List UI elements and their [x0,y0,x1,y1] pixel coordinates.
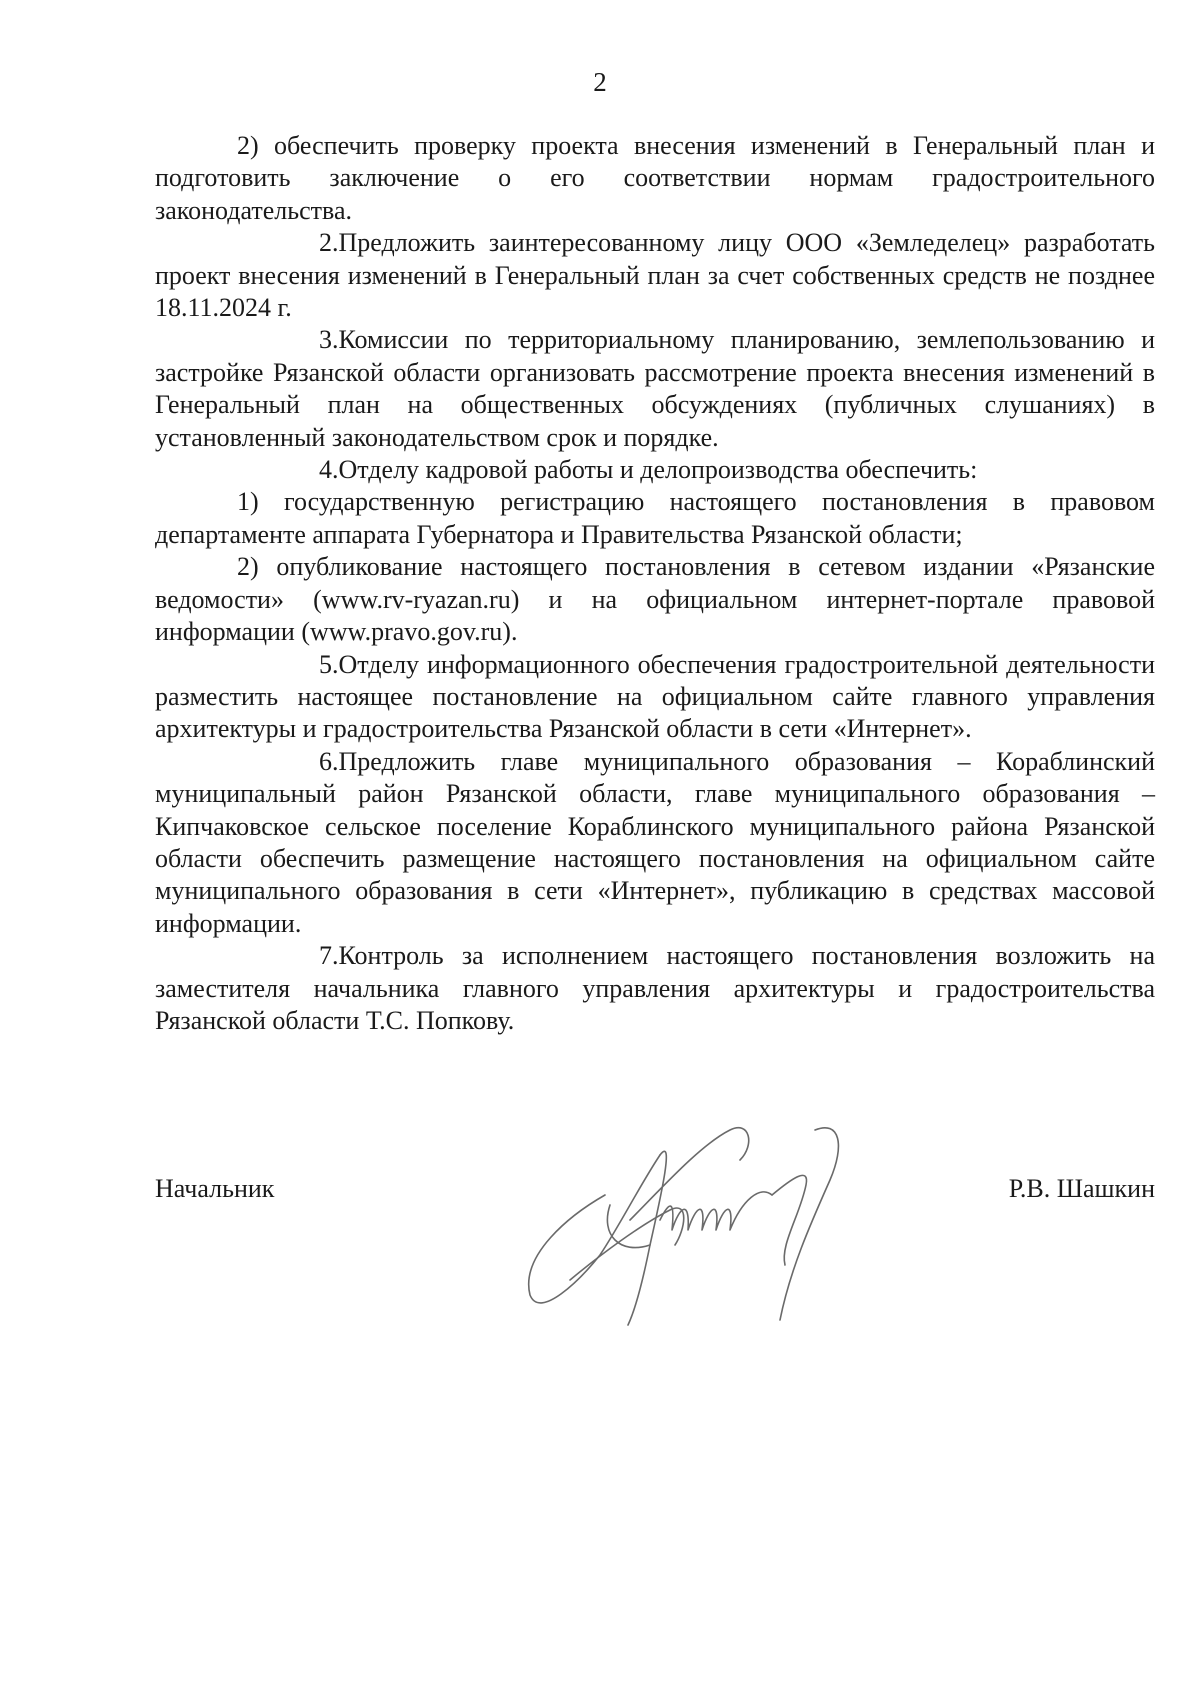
paragraph-5 [155,649,1155,746]
paragraph-text: 2) опубликование настоящего постановления в сетевом издании «Рязанские ведомости» (www.rv-ryazan.ru) и на официальном интернет-портале правовой информации (www.pravo.gov.ru). [155,552,1155,647]
paragraph-number: 2. [319,228,339,258]
paragraph-7 [155,940,1155,1037]
paragraph-number: 6. [319,746,339,776]
paragraph-4 [155,454,1155,486]
paragraph-item-4-2 [155,551,1155,648]
paragraph-text: 2) обеспечить проверку проекта внесения изменений в Генеральный план и подготовить заключение о его соответствии нормам градостроительного законодательства. [155,131,1155,225]
paragraph-item-4-1 [155,486,1155,551]
paragraph-text: Комиссии по территориальному планированию, землепользованию и застройке Рязанской области организовать рассмотрение проекта внесения изменений в Генеральный план на общественных обсуждениях (публичных слушаниях) в установленный законодательством срок и порядке. [155,325,1155,452]
paragraph-text: Отделу информационного обеспечения градостроительной деятельности разместить настоящее постановление на официальном сайте главного управления архитектуры и градостроительства Рязанской области в сети «Интернет». [155,649,1155,744]
page-number: 2 [593,67,607,97]
paragraph-text: Предложить главе муниципального образования – Кораблинский муниципальный район Рязанской области, главе муниципального образования – Кипчаковское сельское поселение Кораблинского муниципального района Рязанской области обеспечить размещение настоящего постановления на официальном сайте муниципального образования в сети «Интернет», публикацию в средствах массовой информации. [155,746,1155,938]
paragraph-6 [155,746,1155,940]
signatory-name: Р.В. Шашкин [1008,1174,1155,1203]
document-body [155,130,1155,1037]
paragraph-number: 3. [319,325,339,355]
paragraph-item-2-2 [155,130,1155,227]
paragraph-number: 4. [319,455,339,485]
paragraph-number: 5. [319,649,339,679]
paragraph-number: 7. [319,941,339,971]
signatory-title: Начальник [155,1174,275,1203]
paragraph-text: Предложить заинтересованному лицу ООО «Земледелец» разработать проект внесения изменений в Генеральный план за счет собственных средств не позднее 18.11.2024 г. [155,228,1155,323]
paragraph-text: Контроль за исполнением настоящего постановления возложить на заместителя начальника главного управления архитектуры и градостроительства Рязанской области Т.С. Попкову. [155,941,1155,1035]
paragraph-2 [155,227,1155,324]
handwritten-signature [510,1105,940,1330]
paragraph-text: Отделу кадровой работы и делопроизводства обеспечить: [338,455,978,485]
paragraph-3 [155,324,1155,454]
paragraph-text: 1) государственную регистрацию настоящего постановления в правовом департаменте аппарата Губернатора и Правительства Рязанской области; [155,487,1155,549]
